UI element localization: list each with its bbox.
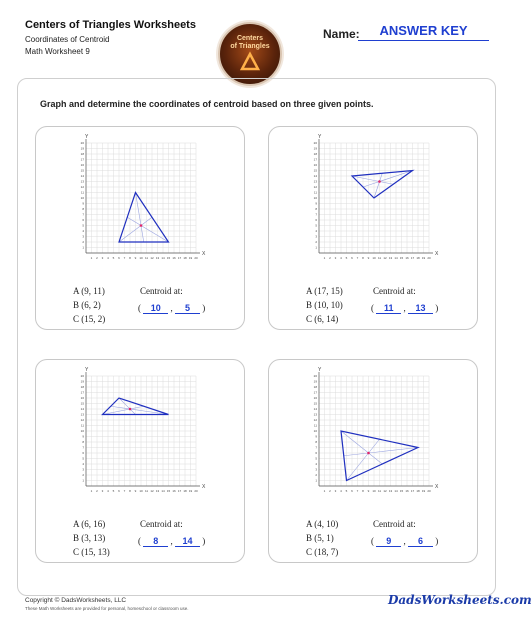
x-tick-label: 18 (416, 489, 420, 493)
centroid-point (367, 452, 370, 455)
x-tick-label: 13 (388, 489, 393, 493)
y-tick-label: 3 (315, 234, 317, 239)
y-tick-label: 13 (80, 179, 84, 184)
y-tick-label: 3 (82, 234, 84, 239)
centroid-point (140, 224, 143, 227)
y-axis-label: Y (85, 134, 89, 140)
x-tick-label: 10 (139, 256, 143, 260)
y-tick-label: 3 (82, 467, 84, 472)
x-tick-label: 15 (166, 489, 171, 493)
y-tick-label: 4 (82, 462, 84, 466)
x-tick-label: 3 (101, 256, 104, 260)
y-axis-label: Y (318, 367, 322, 373)
y-tick-label: 15 (313, 401, 317, 406)
centroid-y-answer: 5 (175, 303, 200, 314)
x-tick-label: 6 (351, 256, 353, 260)
x-tick-label: 18 (416, 256, 420, 260)
y-tick-label: 14 (313, 174, 317, 178)
y-tick-label: 1 (82, 245, 84, 250)
y-tick-label: 1 (315, 245, 317, 250)
y-tick-label: 20 (313, 141, 317, 145)
x-tick-label: 14 (394, 256, 398, 260)
centroid-label: Centroid at: (140, 286, 183, 296)
grid-lines (319, 376, 429, 486)
centroid-point (378, 180, 381, 183)
y-tick-label: 6 (315, 218, 317, 222)
x-tick-label: 4 (340, 489, 342, 493)
x-axis-label: X (435, 251, 439, 257)
x-tick-label: 20 (194, 256, 198, 260)
y-tick-label: 1 (82, 478, 84, 483)
x-tick-label: 12 (383, 256, 387, 260)
x-tick-label: 19 (421, 489, 426, 493)
y-tick-label: 7 (315, 445, 317, 450)
x-tick-label: 15 (399, 489, 404, 493)
y-tick-label: 10 (80, 196, 84, 200)
y-tick-label: 4 (82, 229, 84, 233)
x-tick-label: 5 (345, 489, 348, 493)
median-line (111, 406, 169, 414)
median-line (127, 217, 168, 242)
y-tick-label: 15 (80, 401, 84, 406)
coordinate-graph-2 (269, 127, 477, 329)
x-tick-label: 20 (427, 256, 431, 260)
y-tick-label: 9 (315, 201, 317, 206)
y-tick-label: 5 (82, 456, 84, 461)
x-tick-label: 11 (144, 489, 149, 493)
problem-panel-4 (268, 359, 478, 563)
y-tick-label: 17 (313, 390, 317, 395)
x-tick-label: 9 (367, 256, 370, 260)
x-tick-label: 19 (421, 256, 426, 260)
x-tick-label: 15 (166, 256, 171, 260)
x-tick-label: 7 (356, 489, 359, 493)
centroid-y-answer: 6 (408, 536, 433, 547)
x-tick-label: 6 (118, 489, 120, 493)
x-tick-label: 8 (362, 256, 364, 260)
x-tick-label: 8 (129, 256, 131, 260)
x-tick-label: 9 (134, 256, 137, 260)
x-tick-label: 16 (172, 489, 176, 493)
grid-lines (86, 376, 196, 486)
x-tick-label: 20 (194, 489, 198, 493)
x-tick-label: 15 (399, 256, 404, 260)
x-tick-label: 1 (323, 489, 326, 493)
problem-panel-1 (35, 126, 245, 330)
x-tick-label: 14 (394, 489, 398, 493)
y-tick-label: 15 (80, 168, 84, 173)
point-b: B (3, 13) (73, 533, 106, 543)
centroid-y-answer: 13 (408, 303, 433, 314)
y-axis-label: Y (85, 367, 89, 373)
y-axis-label: Y (318, 134, 322, 140)
x-tick-label: 3 (101, 489, 104, 493)
x-axis-label: X (435, 484, 439, 490)
name-label: Name: (323, 27, 360, 41)
y-tick-label: 9 (82, 434, 84, 439)
x-tick-label: 17 (177, 256, 182, 260)
y-tick-label: 4 (315, 229, 317, 233)
y-tick-label: 16 (80, 396, 84, 400)
y-tick-label: 12 (313, 418, 317, 422)
y-tick-label: 1 (315, 478, 317, 483)
centroid-answer: ( 11 , 13 ) (371, 303, 439, 313)
x-tick-label: 12 (150, 256, 154, 260)
y-tick-label: 18 (80, 152, 84, 156)
x-axis-label: X (202, 251, 206, 257)
y-tick-label: 8 (82, 207, 84, 211)
worksheet-title: Centers of Triangles Worksheets (25, 19, 196, 31)
y-tick-label: 11 (313, 190, 317, 195)
point-b: B (6, 2) (73, 300, 101, 310)
x-tick-label: 20 (427, 489, 431, 493)
x-tick-label: 19 (188, 489, 193, 493)
y-tick-label: 2 (82, 240, 84, 244)
y-tick-label: 5 (315, 456, 317, 461)
y-tick-label: 16 (80, 163, 84, 167)
x-tick-label: 9 (367, 489, 370, 493)
y-tick-label: 11 (80, 190, 84, 195)
answer-key-field: ANSWER KEY (358, 23, 489, 41)
y-tick-label: 11 (80, 423, 84, 428)
y-tick-label: 19 (80, 379, 84, 384)
centroid-answer: ( 9 , 6 ) (371, 536, 439, 546)
x-tick-label: 16 (405, 256, 409, 260)
y-tick-label: 14 (313, 407, 317, 411)
y-tick-label: 18 (313, 152, 317, 156)
y-tick-label: 17 (80, 390, 84, 395)
x-tick-label: 11 (377, 256, 382, 260)
dadsworksheets-logo: DadsWorksheets.com (388, 593, 532, 607)
y-tick-label: 8 (315, 440, 317, 444)
y-tick-label: 4 (315, 462, 317, 466)
y-tick-label: 2 (315, 240, 317, 244)
y-tick-label: 13 (313, 179, 317, 184)
coordinate-graph-3 (36, 360, 244, 562)
y-tick-label: 5 (82, 223, 84, 228)
median-line (136, 193, 144, 243)
y-tick-label: 16 (313, 163, 317, 167)
y-tick-label: 19 (80, 146, 84, 151)
y-tick-label: 17 (80, 157, 84, 162)
x-tick-label: 7 (356, 256, 359, 260)
x-tick-label: 2 (96, 489, 98, 493)
x-tick-label: 13 (155, 489, 160, 493)
x-tick-label: 11 (144, 256, 149, 260)
x-tick-label: 14 (161, 256, 165, 260)
x-tick-label: 6 (351, 489, 353, 493)
x-tick-label: 17 (410, 489, 415, 493)
x-tick-label: 10 (372, 489, 376, 493)
y-tick-label: 20 (80, 374, 84, 378)
y-tick-label: 12 (80, 185, 84, 189)
centroid-label: Centroid at: (140, 519, 183, 529)
triangle-logo-icon (220, 24, 280, 84)
y-tick-label: 10 (80, 429, 84, 433)
x-tick-label: 18 (183, 489, 187, 493)
problem-panel-3 (35, 359, 245, 563)
x-tick-label: 2 (329, 256, 331, 260)
centroid-x-answer: 10 (143, 303, 168, 314)
x-tick-label: 1 (90, 256, 93, 260)
x-tick-label: 16 (405, 489, 409, 493)
instruction-text: Graph and determine the coordinates of centroid based on three given points. (40, 99, 374, 109)
y-tick-label: 5 (315, 223, 317, 228)
point-a: A (9, 11) (73, 286, 105, 296)
point-c: C (15, 13) (73, 547, 110, 557)
centers-of-triangles-logo (218, 22, 282, 86)
x-tick-label: 17 (177, 489, 182, 493)
x-tick-label: 14 (161, 489, 165, 493)
x-tick-label: 13 (155, 256, 160, 260)
x-tick-label: 7 (123, 256, 126, 260)
x-tick-label: 3 (334, 256, 337, 260)
centroid-label: Centroid at: (373, 519, 416, 529)
y-tick-label: 7 (82, 212, 84, 217)
x-tick-label: 10 (372, 256, 376, 260)
x-tick-label: 4 (340, 256, 342, 260)
grid-lines (86, 143, 196, 253)
point-c: C (6, 14) (306, 314, 339, 324)
y-tick-label: 10 (313, 429, 317, 433)
y-tick-label: 18 (80, 385, 84, 389)
x-tick-label: 8 (362, 489, 364, 493)
x-tick-label: 1 (323, 256, 326, 260)
x-tick-label: 19 (188, 256, 193, 260)
median-line (374, 173, 382, 198)
y-tick-label: 14 (80, 174, 84, 178)
worksheet-subtitle: Coordinates of Centroid (25, 35, 110, 44)
x-tick-label: 17 (410, 256, 415, 260)
x-tick-label: 18 (183, 256, 187, 260)
x-tick-label: 4 (107, 256, 109, 260)
y-tick-label: 8 (315, 207, 317, 211)
x-tick-label: 12 (150, 489, 154, 493)
y-tick-label: 12 (313, 185, 317, 189)
x-tick-label: 12 (383, 489, 387, 493)
y-tick-label: 7 (82, 445, 84, 450)
y-tick-label: 6 (315, 451, 317, 455)
y-tick-label: 6 (82, 451, 84, 455)
logo-text-line2: of Triangles (230, 43, 270, 50)
y-tick-label: 2 (82, 473, 84, 477)
x-tick-label: 8 (129, 489, 131, 493)
y-tick-label: 2 (315, 473, 317, 477)
x-tick-label: 11 (377, 489, 382, 493)
y-tick-label: 13 (313, 412, 317, 417)
x-tick-label: 2 (96, 256, 98, 260)
x-tick-label: 3 (334, 489, 337, 493)
y-tick-label: 17 (313, 157, 317, 162)
x-tick-label: 2 (329, 489, 331, 493)
x-tick-label: 10 (139, 489, 143, 493)
y-tick-label: 11 (313, 423, 317, 428)
x-tick-label: 5 (112, 256, 115, 260)
x-tick-label: 9 (134, 489, 137, 493)
y-tick-label: 7 (315, 212, 317, 217)
y-tick-label: 15 (313, 168, 317, 173)
x-tick-label: 13 (388, 256, 393, 260)
y-tick-label: 10 (313, 196, 317, 200)
point-b: B (5, 1) (306, 533, 334, 543)
y-tick-label: 12 (80, 418, 84, 422)
y-tick-label: 19 (313, 379, 317, 384)
x-axis-label: X (202, 484, 206, 490)
y-tick-label: 14 (80, 407, 84, 411)
centroid-x-answer: 8 (143, 536, 168, 547)
y-tick-label: 20 (313, 374, 317, 378)
triangle (352, 171, 413, 199)
y-tick-label: 6 (82, 218, 84, 222)
logo-text-line1: Centers (236, 35, 264, 42)
point-c: C (15, 2) (73, 314, 106, 324)
x-tick-label: 16 (172, 256, 176, 260)
point-b: B (10, 10) (306, 300, 343, 310)
centroid-answer: ( 8 , 14 ) (138, 536, 206, 546)
y-tick-label: 9 (82, 201, 84, 206)
y-tick-label: 9 (315, 434, 317, 439)
copyright-text: Copyright © DadsWorksheets, LLC (25, 597, 127, 604)
x-tick-label: 6 (118, 256, 120, 260)
point-a: A (6, 16) (73, 519, 106, 529)
y-tick-label: 20 (80, 141, 84, 145)
y-tick-label: 19 (313, 146, 317, 151)
x-tick-label: 5 (112, 489, 115, 493)
centroid-point (129, 408, 132, 411)
usage-note: These Math Worksheets are provided for personal, homeschool or classroom use. (25, 606, 189, 611)
centroid-x-answer: 11 (376, 303, 401, 314)
x-tick-label: 7 (123, 489, 126, 493)
y-tick-label: 18 (313, 385, 317, 389)
y-tick-label: 8 (82, 440, 84, 444)
x-tick-label: 1 (90, 489, 93, 493)
triangle (119, 193, 169, 243)
centroid-answer: ( 10 , 5 ) (138, 303, 206, 313)
problem-panel-2 (268, 126, 478, 330)
y-tick-label: 3 (315, 467, 317, 472)
centroid-label: Centroid at: (373, 286, 416, 296)
centroid-y-answer: 14 (175, 536, 200, 547)
x-tick-label: 5 (345, 256, 348, 260)
point-c: C (18, 7) (306, 547, 339, 557)
point-a: A (4, 10) (306, 519, 339, 529)
y-tick-label: 16 (313, 396, 317, 400)
coordinate-graph-1 (36, 127, 244, 329)
worksheet-number: Math Worksheet 9 (25, 47, 90, 56)
y-tick-label: 13 (80, 412, 84, 417)
x-tick-label: 4 (107, 489, 109, 493)
coordinate-graph-4 (269, 360, 477, 562)
point-a: A (17, 15) (306, 286, 343, 296)
centroid-x-answer: 9 (376, 536, 401, 547)
